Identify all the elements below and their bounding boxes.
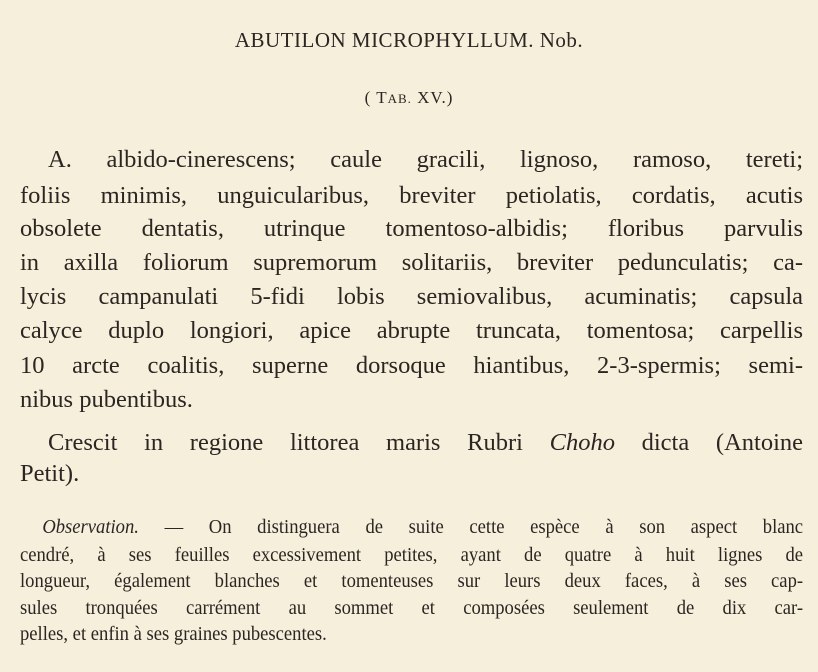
description-line: 10 arcte coalitis, superne dorsoque hiantibus, 2-3-spermis; semi- — [20, 352, 803, 379]
plate-t: T — [376, 88, 388, 107]
observation-line — [20, 515, 803, 539]
description-line: in axilla foliorum supremorum solitariis, breviter pedunculatis; ca- — [20, 249, 803, 276]
description-line: obsolete dentatis, utrinque tomentoso-albidis; floribus parvulis — [20, 215, 803, 242]
observation-line: longueur, également blanches et tomenteuses sur leurs deux faces, à ses cap- — [20, 570, 804, 592]
description-line: calyce duplo longiori, apice abrupte truncata, tomentosa; carpellis — [20, 317, 803, 344]
habitat-line: Petit). — [20, 460, 80, 487]
description-line: nibus pubentibus. — [20, 386, 193, 413]
description-line: foliis minimis, unguicularibus, breviter petiolatis, cordatis, acutis — [20, 182, 803, 209]
description-line: lycis campanulati 5-fidi lobis semiovalibus, acuminatis; capsula — [20, 283, 803, 310]
observation-line: sules tronquées carrément au sommet et composées seulement de dix car- — [20, 597, 804, 619]
plate-paren: ( — [364, 88, 372, 107]
observation-text: — On distinguera de suite cette espèce à son aspect blanc — [138, 516, 804, 538]
habitat-text: dicta (Antoine — [614, 429, 804, 456]
observation-line: pelles, et enfin à ses graines pubescentes. — [20, 623, 327, 645]
observation-label: Observation. — [42, 516, 139, 538]
species-title: ABUTILON MICROPHYLLUM. Nob. — [234, 28, 584, 52]
plate-ab: AB. — [387, 91, 412, 106]
plate-number: XV.) — [411, 88, 454, 107]
plate-reference — [0, 88, 818, 108]
habitat-text: Crescit in regione littorea maris Rubri — [48, 429, 550, 456]
observation-line: cendré, à ses feuilles excessivement petites, ayant de quatre à huit lignes de — [20, 544, 804, 566]
habitat-place: Choho — [549, 429, 615, 456]
habitat-line — [20, 428, 803, 458]
description-line: A. albido-cinerescens; caule gracili, lignoso, ramoso, tereti; — [48, 146, 803, 173]
